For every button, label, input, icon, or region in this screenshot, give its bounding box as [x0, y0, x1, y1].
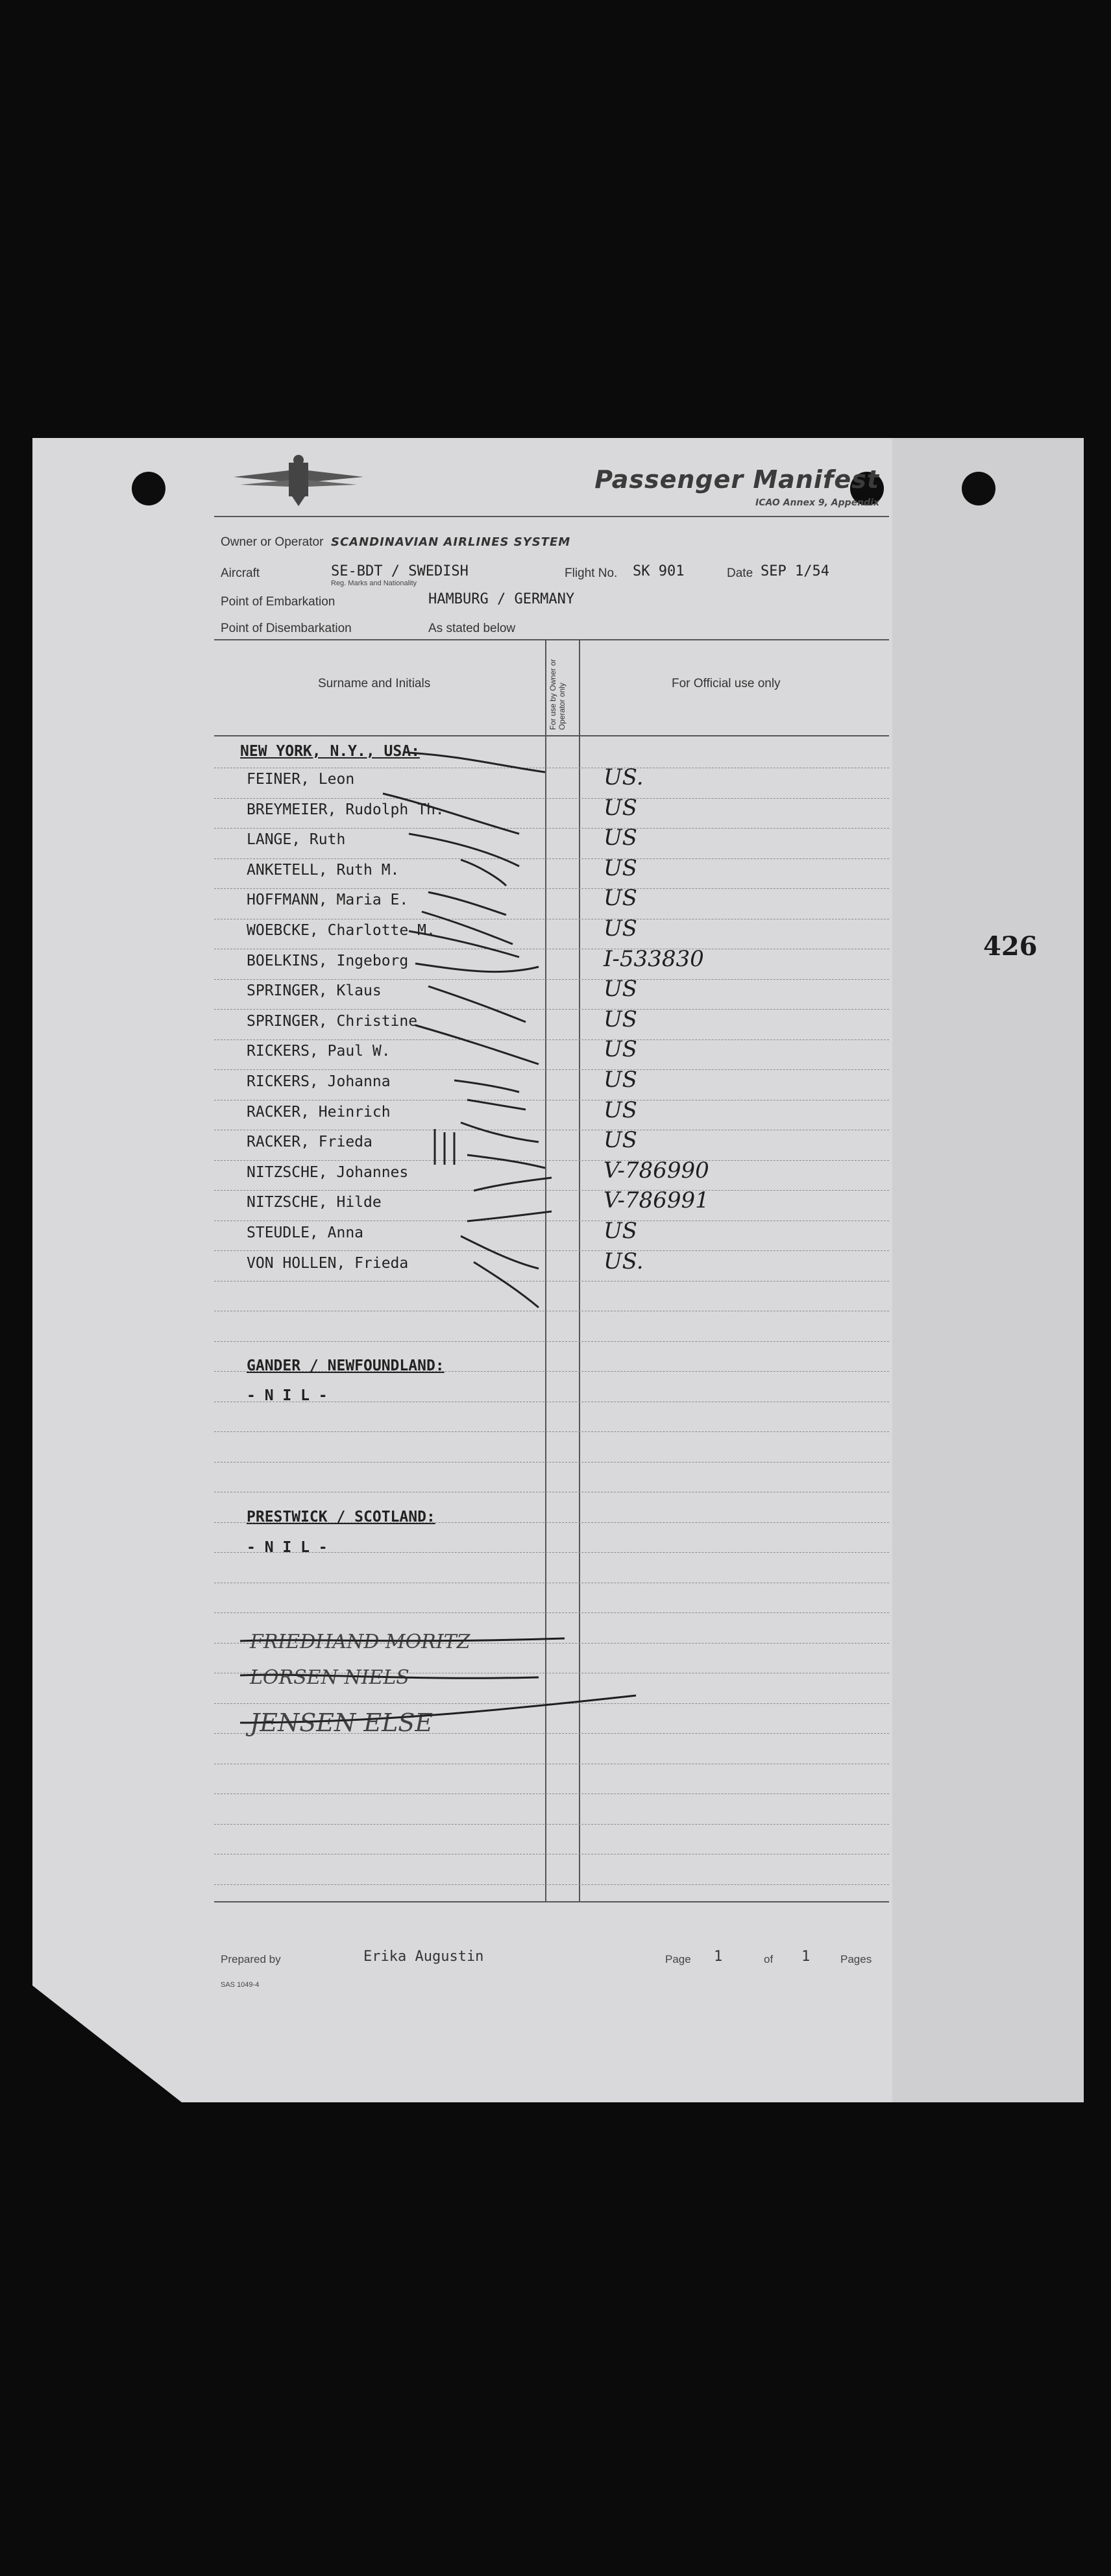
passenger-name: NITZSCHE, Johannes: [247, 1163, 409, 1181]
passenger-name: RICKERS, Paul W.: [247, 1043, 391, 1060]
pages-label: Pages: [840, 1953, 872, 1965]
manifest-sheet: [32, 438, 892, 2102]
aircraft-value: SE-BDT / SWEDISH: [331, 563, 469, 579]
passenger-name: RACKER, Frieda: [247, 1134, 372, 1151]
official-entry: V-786991: [604, 1187, 709, 1214]
flight-value: SK 901: [633, 563, 685, 579]
official-entry: US: [604, 916, 637, 942]
passenger-name: NITZSCHE, Hilde: [247, 1194, 382, 1211]
official-entry: US: [604, 1036, 637, 1063]
embarkation-label: Point of Embarkation: [221, 595, 336, 609]
passenger-name: FEINER, Leon: [247, 771, 355, 788]
punch-hole: [132, 472, 165, 505]
page-value: 1: [714, 1949, 723, 1965]
passenger-name: BREYMEIER, Rudolph Th.: [247, 801, 445, 818]
official-entry: US: [604, 1097, 637, 1123]
owner-value: SCANDINAVIAN AIRLINES SYSTEM: [331, 535, 571, 549]
manifest-form: [214, 516, 892, 2041]
date-label: Date: [727, 566, 753, 580]
passenger-name: STEUDLE, Anna: [247, 1224, 364, 1241]
of-value: 1: [801, 1949, 811, 1965]
official-entry: US.: [604, 1248, 644, 1274]
prepared-value: Erika Augustin: [363, 1949, 484, 1965]
manifest-title: Passenger Manifest: [594, 465, 879, 494]
section-heading: NEW YORK, N.Y., USA:: [240, 743, 420, 760]
official-entry: US: [604, 976, 637, 1002]
nil-entry: - N I L -: [247, 1539, 328, 1556]
flight-label: Flight No.: [565, 566, 618, 580]
sheet-number: 426: [983, 931, 1038, 962]
background-sheet: [883, 438, 1084, 2102]
operator-column-header: For use by Owner or Operator only: [548, 659, 567, 730]
passenger-name: RICKERS, Johanna: [247, 1073, 391, 1090]
disembarkation-label: Point of Disembarkation: [221, 622, 352, 635]
passenger-name: HOFFMANN, Maria E.: [247, 892, 409, 909]
section-heading: GANDER / NEWFOUNDLAND:: [247, 1357, 445, 1374]
passenger-name: BOELKINS, Ingeborg: [247, 952, 409, 969]
manifest-subtitle: ICAO Annex 9, Appendix: [755, 498, 879, 508]
official-entry: I-533830: [604, 945, 704, 972]
divider: [214, 1901, 889, 1902]
section-heading: PRESTWICK / SCOTLAND:: [247, 1509, 435, 1525]
passenger-name: SPRINGER, Christine: [247, 1012, 418, 1030]
passenger-name: SPRINGER, Klaus: [247, 982, 382, 1000]
official-column-header: For Official use only: [672, 677, 781, 690]
official-entry: US: [604, 1127, 637, 1154]
official-entry: V-786990: [604, 1157, 709, 1184]
passenger-name: RACKER, Heinrich: [247, 1103, 391, 1121]
aircraft-note: Reg. Marks and Nationality: [331, 579, 417, 587]
page-label: Page: [665, 1953, 691, 1965]
crossed-out-name: JENSEN ELSE: [250, 1708, 433, 1737]
official-entry: US: [604, 1006, 637, 1032]
aircraft-label: Aircraft: [221, 566, 260, 580]
crossed-out-name: FRIEDHAND MORITZ: [250, 1631, 470, 1653]
embarkation-value: HAMBURG / GERMANY: [428, 591, 575, 607]
disembarkation-value: As stated below: [428, 622, 516, 635]
date-value: SEP 1/54: [761, 563, 829, 579]
owner-label: Owner or Operator: [221, 535, 324, 549]
surname-column-header: Surname and Initials: [318, 677, 431, 690]
official-entry: US: [604, 794, 637, 821]
airline-wings-logo: [227, 451, 370, 509]
crossed-out-name: LORSEN NIELS: [250, 1666, 409, 1689]
punch-hole: [962, 472, 995, 505]
nil-entry: - N I L -: [247, 1387, 328, 1404]
passenger-name: WOEBCKE, Charlotte M.: [247, 922, 435, 939]
form-code: SAS 1049-4: [221, 1981, 260, 1989]
official-entry: US: [604, 1218, 637, 1244]
prepared-label: Prepared by: [221, 1953, 281, 1965]
official-entry: US: [604, 825, 637, 851]
official-entry: US: [604, 885, 637, 912]
passenger-name: VON HOLLEN, Frieda: [247, 1254, 409, 1272]
passenger-name: LANGE, Ruth: [247, 831, 346, 849]
of-label: of: [764, 1953, 774, 1965]
official-entry: US: [604, 855, 637, 881]
official-entry: US: [604, 1067, 637, 1093]
passenger-name: ANKETELL, Ruth M.: [247, 861, 400, 879]
official-entry: US.: [604, 764, 644, 790]
pen-marks: [214, 516, 892, 2041]
